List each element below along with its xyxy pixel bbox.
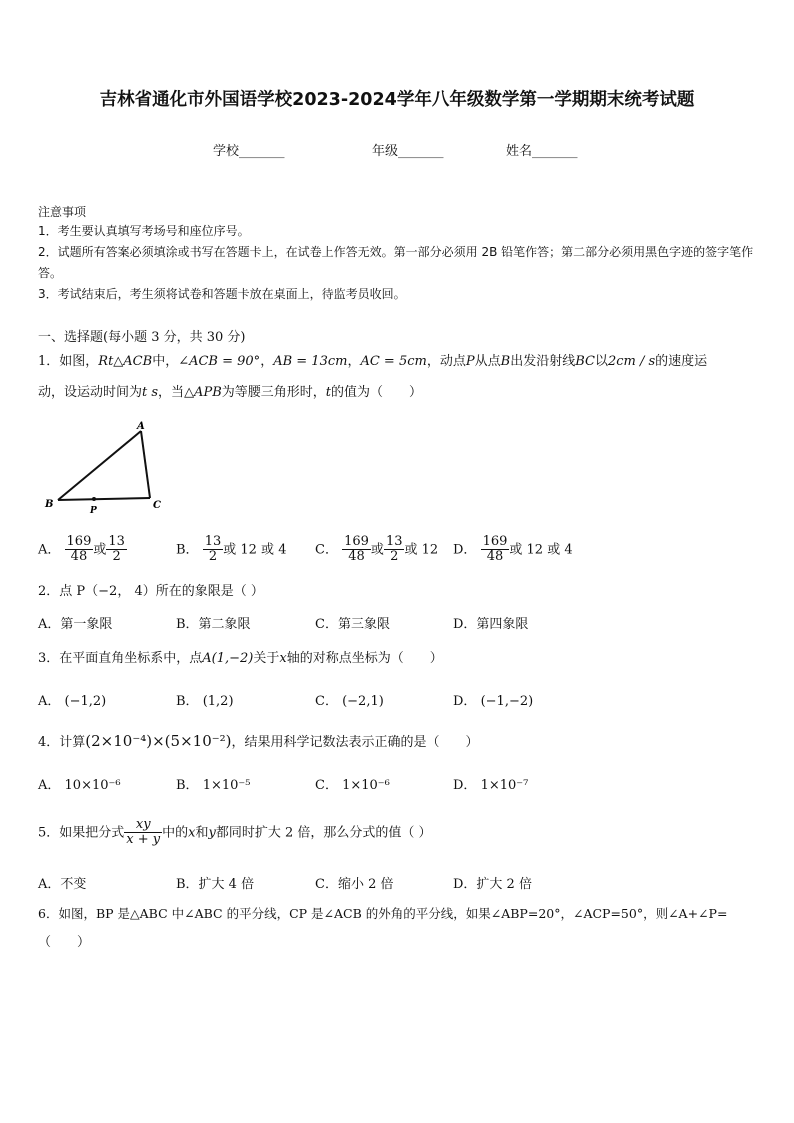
name-field: 姓名_______ [506, 144, 578, 159]
option-text: 或 [370, 542, 384, 558]
option-label: C． [315, 542, 338, 558]
q1-text: ，当 [158, 385, 185, 400]
q1-option-b[interactable] [176, 535, 286, 565]
option-label: A． [38, 542, 61, 558]
numerator: 13 [385, 534, 403, 549]
q2-option-a[interactable]: A．第一象限 [38, 617, 113, 632]
label-b: B [45, 499, 54, 510]
label-a: A [137, 421, 145, 432]
option-value: (−2,1) [342, 694, 384, 709]
option-label: D． [453, 542, 477, 558]
option-value: 1×10⁻⁵ [202, 778, 251, 793]
q1-math: B [500, 354, 511, 369]
q3-math: x [279, 651, 287, 666]
option-text: 或 12 或 4 [223, 542, 287, 558]
q2-option-c[interactable]: C．第三象限 [315, 617, 390, 632]
q1-math: t s [142, 385, 159, 400]
q1-math: P [465, 354, 475, 369]
q3-math: A(1,−2) [202, 651, 254, 666]
q5-option-d[interactable]: D．扩大 2 倍 [453, 877, 532, 892]
question-6: 6．如图，BP 是△ABC 中∠ABC 的平分线，CP 是∠ACB 的外角的平分线，如果∠ABP=20°，∠ACP=50°，则∠A+∠P= [38, 906, 728, 921]
q2-option-b[interactable]: B．第二象限 [176, 617, 251, 632]
q5-option-b[interactable]: B．扩大 4 倍 [176, 877, 255, 892]
q1-text: ，动点 [426, 354, 466, 369]
option-text: 或 12 [404, 542, 439, 558]
q1-math: t [325, 385, 331, 400]
q5-text: 中的 [162, 825, 189, 841]
q1-option-d[interactable] [453, 535, 573, 565]
option-text: 或 [93, 542, 107, 558]
option-value: 1×10⁻⁶ [342, 778, 390, 793]
numerator: 13 [204, 534, 222, 549]
q5-text: 5．如果把分式 [38, 825, 125, 841]
option-value: (−1,−2) [480, 694, 534, 709]
q2-option-d[interactable]: D．第四象限 [453, 617, 529, 632]
denominator: 48 [486, 549, 504, 565]
q1-option-c[interactable] [315, 535, 438, 565]
note-2: 2．试题所有答案必须填涂或书写在答题卡上，在试卷上作答无效。第一部分必须用 2B 铅笔作答；第二部分必须用黑色字迹的签字笔作答。 [38, 245, 754, 280]
fraction [384, 535, 405, 565]
q1-math: AB = 13cm [273, 354, 348, 369]
fraction [124, 818, 162, 848]
question-1: 1．如图，Rt△ACB中，∠ACB = 90°，AB = 13cm，AC = 5cm，动点P从点B出发沿射线BC以2cm / s的速度运 [38, 354, 708, 369]
q1-text: 为等腰三角形时， [221, 385, 326, 400]
fraction [203, 535, 224, 565]
q5-math: x [188, 825, 196, 841]
q1-math: AC = 5cm [360, 354, 427, 369]
side-bc [58, 498, 150, 500]
q5-math: y [208, 825, 216, 841]
q1-math: 2cm / s [607, 354, 656, 369]
question-3 [38, 644, 758, 674]
denominator: x + y [126, 832, 161, 848]
q1-text: 的速度运 [655, 354, 708, 369]
denominator: 2 [390, 549, 399, 565]
q1-text: 从点 [474, 354, 501, 369]
grade-field: 年级_______ [372, 144, 444, 159]
q4-option-d[interactable] [453, 774, 528, 793]
question-6-line-2: （ ） [38, 935, 91, 950]
fraction [481, 535, 510, 565]
point-p [92, 497, 96, 501]
q4-option-a[interactable] [38, 774, 121, 793]
question-2: 2．点 P（−2， 4）所在的象限是（ ） [38, 584, 264, 599]
q1-text: 出发沿射线 [510, 354, 576, 369]
note-3: 3．考试结束后，考生须将试卷和答题卡放在桌面上，待监考员收回。 [38, 287, 406, 301]
option-value: 10×10⁻⁶ [64, 778, 121, 793]
q1-text: 动，设运动时间为 [38, 385, 143, 400]
option-label: B． [176, 694, 199, 709]
numerator: 169 [344, 534, 369, 549]
q1-math: ∠ACB = 90° [178, 354, 261, 369]
fraction [342, 535, 371, 565]
q5-text: 和 [195, 825, 209, 841]
school-field: 学校_______ [213, 144, 285, 159]
option-value: (−1,2) [64, 694, 107, 709]
notes-title: 注意事项 [38, 205, 87, 219]
label-c: C [153, 500, 161, 511]
side-ab [58, 431, 141, 500]
q5-option-c[interactable]: C．缩小 2 倍 [315, 877, 394, 892]
option-value: (1,2) [202, 694, 234, 709]
q3-option-b[interactable] [176, 690, 234, 709]
side-ac [141, 431, 150, 498]
question-4 [38, 726, 758, 758]
q1-text: 以 [594, 354, 608, 369]
option-label: A． [38, 778, 61, 793]
q4-text: ，结果用科学记数法表示正确的是（ ） [231, 735, 479, 750]
q1-text: 中， [152, 354, 179, 369]
triangle-figure [40, 420, 170, 520]
q1-option-a[interactable] [38, 535, 127, 565]
section-heading: 一、选择题(每小题 3 分，共 30 分) [38, 330, 246, 345]
fraction [65, 535, 94, 565]
note-1: 1．考生要认真填写考场号和座位序号。 [38, 224, 250, 238]
option-label: B． [176, 778, 199, 793]
q5-option-a[interactable]: A．不变 [38, 877, 87, 892]
option-value: 1×10⁻⁷ [480, 778, 529, 793]
q1-math: △APB [184, 385, 222, 400]
q3-text: 轴的对称点坐标为（ ） [286, 651, 443, 666]
q5-text: 都同时扩大 2 倍，那么分式的值（ ） [215, 825, 432, 841]
q4-text: 4．计算 [38, 735, 86, 750]
q1-text: 1．如图， [38, 354, 99, 369]
exam-title: 吉林省通化市外国语学校2023-2024学年八年级数学第一学期期末统考试题 [99, 90, 695, 110]
q4-option-c[interactable] [315, 774, 390, 793]
q3-text: 3．在平面直角坐标系中，点 [38, 651, 203, 666]
q1-text: 的值为（ ） [331, 385, 423, 400]
q3-option-c[interactable] [315, 690, 384, 709]
q1-math: Rt△ACB [98, 354, 153, 369]
option-text: 或 12 或 4 [509, 542, 573, 558]
option-label: D． [453, 694, 477, 709]
question-5 [38, 818, 758, 848]
denominator: 2 [208, 549, 218, 565]
numerator: 13 [108, 534, 125, 549]
option-label: B． [176, 542, 199, 558]
option-label: D． [453, 778, 477, 793]
q4-option-b[interactable] [176, 774, 250, 793]
fraction [106, 535, 127, 565]
q3-option-a[interactable] [38, 690, 106, 709]
q1-math: BC [575, 354, 595, 369]
numerator: xy [124, 818, 162, 833]
q4-expression: (2×10⁻⁴)×(5×10⁻²) [85, 732, 232, 750]
question-1-line-2 [38, 378, 758, 408]
denominator: 2 [112, 549, 121, 565]
label-p: P [90, 506, 97, 516]
numerator: 169 [482, 534, 508, 549]
q3-text: 关于 [253, 651, 280, 666]
numerator: 169 [66, 534, 92, 549]
option-label: A． [38, 694, 61, 709]
q3-option-d[interactable] [453, 690, 533, 709]
option-label: C． [315, 694, 338, 709]
denominator: 48 [70, 549, 88, 565]
option-label: C． [315, 778, 338, 793]
denominator: 48 [348, 549, 365, 565]
